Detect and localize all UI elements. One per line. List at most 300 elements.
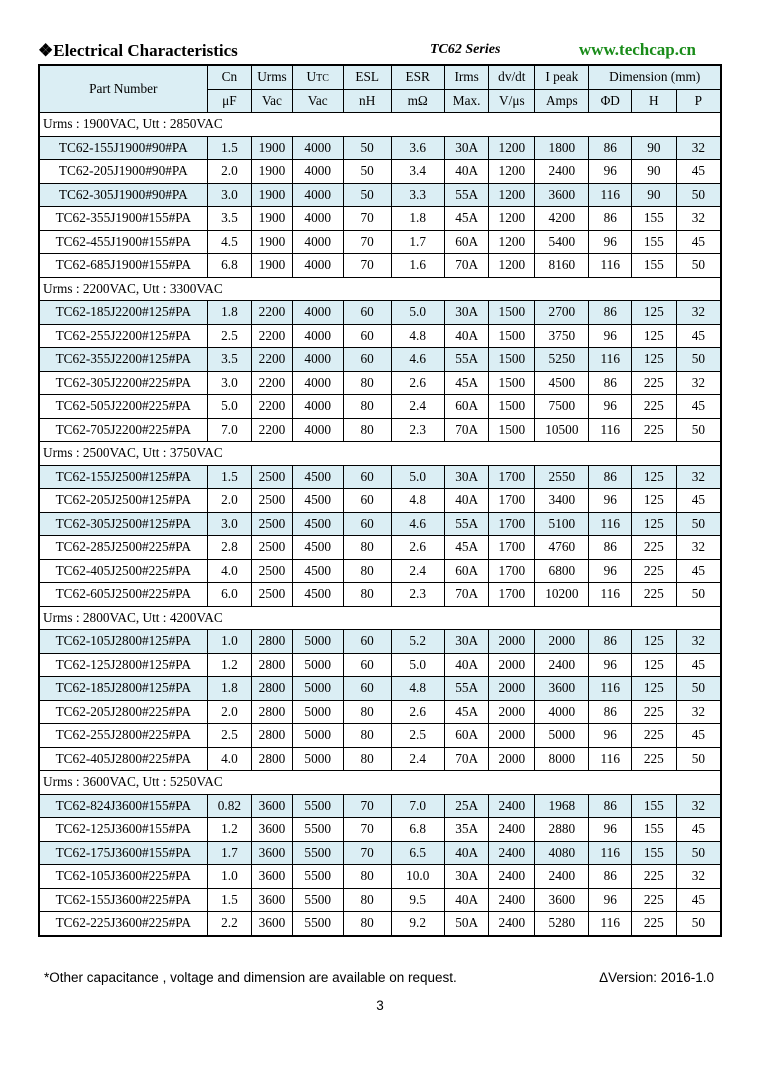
value-cell: 1900 (252, 254, 292, 278)
utc-header (292, 65, 343, 89)
value-cell: 40A (444, 324, 489, 348)
value-cell: 50 (676, 677, 721, 701)
value-cell: 60A (444, 395, 489, 419)
value-cell: 50 (676, 747, 721, 771)
part-number-cell: TC62-355J2200#125#PA (39, 348, 207, 372)
value-cell: 45 (676, 324, 721, 348)
value-cell: 4000 (292, 301, 343, 325)
table-row (39, 888, 721, 912)
electrical-characteristics-table (38, 64, 722, 937)
value-cell: 86 (589, 301, 632, 325)
value-cell: 1700 (489, 559, 535, 583)
part-number-cell: TC62-155J1900#90#PA (39, 136, 207, 160)
value-cell: 125 (632, 489, 677, 513)
value-cell: 125 (632, 630, 677, 654)
value-cell: 116 (589, 841, 632, 865)
value-cell: 45 (676, 489, 721, 513)
unit-cell: nH (343, 89, 391, 113)
value-cell: 2000 (489, 700, 535, 724)
value-cell: 5100 (535, 512, 589, 536)
value-cell: 40A (444, 653, 489, 677)
value-cell: 60 (343, 512, 391, 536)
value-cell: 1200 (489, 160, 535, 184)
value-cell: 2.0 (207, 700, 252, 724)
value-cell: 60A (444, 724, 489, 748)
value-cell: 30A (444, 465, 489, 489)
value-cell: 32 (676, 794, 721, 818)
value-cell: 225 (632, 747, 677, 771)
value-cell: 116 (589, 912, 632, 936)
value-cell: 116 (589, 747, 632, 771)
part-number-cell: TC62-255J2800#225#PA (39, 724, 207, 748)
value-cell: 96 (589, 230, 632, 254)
esl-header: ESL (343, 65, 391, 89)
value-cell: 5500 (292, 818, 343, 842)
value-cell: 70A (444, 254, 489, 278)
value-cell: 50A (444, 912, 489, 936)
table-row (39, 230, 721, 254)
table-row (39, 207, 721, 231)
value-cell: 3.4 (391, 160, 444, 184)
value-cell: 5500 (292, 865, 343, 889)
value-cell: 4500 (292, 559, 343, 583)
unit-cell: Vac (252, 89, 292, 113)
value-cell: 225 (632, 865, 677, 889)
unit-cell: Amps (535, 89, 589, 113)
value-cell: 155 (632, 230, 677, 254)
value-cell: 4500 (535, 371, 589, 395)
unit-cell: H (632, 89, 677, 113)
value-cell: 2.4 (391, 559, 444, 583)
website-url: www.techcap.cn (578, 40, 696, 59)
value-cell: 5.0 (207, 395, 252, 419)
value-cell: 2.6 (391, 371, 444, 395)
value-cell: 155 (632, 841, 677, 865)
value-cell: 32 (676, 536, 721, 560)
value-cell: 2.4 (391, 395, 444, 419)
value-cell: 125 (632, 512, 677, 536)
group-label: Urms : 2800VAC, Utt : 4200VAC (39, 606, 721, 630)
section-title: ❖Electrical Characteristics (38, 41, 238, 60)
value-cell: 4.5 (207, 230, 252, 254)
value-cell: 2000 (489, 653, 535, 677)
value-cell: 4000 (292, 348, 343, 372)
part-number-cell: TC62-105J2800#125#PA (39, 630, 207, 654)
value-cell: 50 (343, 160, 391, 184)
value-cell: 2.8 (207, 536, 252, 560)
value-cell: 1700 (489, 512, 535, 536)
value-cell: 2200 (252, 301, 292, 325)
value-cell: 45 (676, 160, 721, 184)
part-number-cell: TC62-824J3600#155#PA (39, 794, 207, 818)
value-cell: 2700 (535, 301, 589, 325)
value-cell: 125 (632, 677, 677, 701)
value-cell: 4500 (292, 465, 343, 489)
value-cell: 225 (632, 912, 677, 936)
value-cell: 4000 (292, 371, 343, 395)
value-cell: 1.5 (207, 136, 252, 160)
page-number: 3 (376, 998, 384, 1013)
unit-cell: V/μs (489, 89, 535, 113)
value-cell: 32 (676, 301, 721, 325)
part-number-cell: TC62-185J2800#125#PA (39, 677, 207, 701)
value-cell: 86 (589, 207, 632, 231)
value-cell: 86 (589, 794, 632, 818)
value-cell: 1500 (489, 348, 535, 372)
value-cell: 2000 (489, 747, 535, 771)
group-label: Urms : 2200VAC, Utt : 3300VAC (39, 277, 721, 301)
value-cell: 116 (589, 183, 632, 207)
table-row (39, 465, 721, 489)
value-cell: 4500 (292, 583, 343, 607)
table-row (39, 301, 721, 325)
value-cell: 1700 (489, 536, 535, 560)
part-number-cell: TC62-225J3600#225#PA (39, 912, 207, 936)
value-cell: 2.6 (391, 536, 444, 560)
value-cell: 45 (676, 230, 721, 254)
value-cell: 1200 (489, 254, 535, 278)
value-cell: 60 (343, 630, 391, 654)
table-row (39, 630, 721, 654)
part-number-cell: TC62-705J2200#225#PA (39, 418, 207, 442)
table-row (39, 724, 721, 748)
value-cell: 3600 (252, 818, 292, 842)
value-cell: 1.5 (207, 465, 252, 489)
value-cell: 116 (589, 418, 632, 442)
value-cell: 3600 (535, 183, 589, 207)
value-cell: 55A (444, 677, 489, 701)
value-cell: 60 (343, 677, 391, 701)
value-cell: 2200 (252, 395, 292, 419)
value-cell: 6800 (535, 559, 589, 583)
table-row (39, 418, 721, 442)
value-cell: 96 (589, 888, 632, 912)
value-cell: 2400 (535, 653, 589, 677)
value-cell: 86 (589, 371, 632, 395)
group-row (39, 277, 721, 301)
unit-cell: μF (207, 89, 252, 113)
value-cell: 1900 (252, 160, 292, 184)
value-cell: 1.8 (207, 677, 252, 701)
value-cell: 5.0 (391, 465, 444, 489)
part-number-cell: TC62-355J1900#155#PA (39, 207, 207, 231)
value-cell: 40A (444, 888, 489, 912)
value-cell: 86 (589, 700, 632, 724)
table-row (39, 536, 721, 560)
value-cell: 50 (676, 418, 721, 442)
value-cell: 30A (444, 301, 489, 325)
value-cell: 45A (444, 207, 489, 231)
value-cell: 2400 (489, 912, 535, 936)
group-row (39, 442, 721, 466)
value-cell: 2200 (252, 371, 292, 395)
value-cell: 3400 (535, 489, 589, 513)
value-cell: 125 (632, 324, 677, 348)
utc-header-sub: TC (316, 73, 329, 85)
value-cell: 4.0 (207, 559, 252, 583)
value-cell: 1500 (489, 324, 535, 348)
value-cell: 1.0 (207, 865, 252, 889)
value-cell: 225 (632, 559, 677, 583)
value-cell: 225 (632, 418, 677, 442)
value-cell: 70 (343, 841, 391, 865)
value-cell: 125 (632, 465, 677, 489)
table-row (39, 818, 721, 842)
value-cell: 10200 (535, 583, 589, 607)
value-cell: 90 (632, 136, 677, 160)
value-cell: 80 (343, 724, 391, 748)
part-number-cell: TC62-255J2200#125#PA (39, 324, 207, 348)
value-cell: 1500 (489, 301, 535, 325)
value-cell: 4.6 (391, 512, 444, 536)
value-cell: 4200 (535, 207, 589, 231)
value-cell: 2880 (535, 818, 589, 842)
part-number-cell: TC62-185J2200#125#PA (39, 301, 207, 325)
value-cell: 1900 (252, 230, 292, 254)
value-cell: 70 (343, 794, 391, 818)
value-cell: 2.2 (207, 912, 252, 936)
cn-header: Cn (207, 65, 252, 89)
part-number-cell: TC62-505J2200#225#PA (39, 395, 207, 419)
part-number-cell: TC62-205J1900#90#PA (39, 160, 207, 184)
value-cell: 1500 (489, 395, 535, 419)
value-cell: 86 (589, 465, 632, 489)
value-cell: 8160 (535, 254, 589, 278)
value-cell: 80 (343, 395, 391, 419)
value-cell: 80 (343, 418, 391, 442)
value-cell: 5000 (292, 724, 343, 748)
value-cell: 86 (589, 865, 632, 889)
value-cell: 2800 (252, 747, 292, 771)
value-cell: 3600 (252, 888, 292, 912)
table-row (39, 700, 721, 724)
value-cell: 2.6 (391, 700, 444, 724)
irms-header: Irms (444, 65, 489, 89)
value-cell: 1.6 (391, 254, 444, 278)
value-cell: 60 (343, 301, 391, 325)
value-cell: 96 (589, 559, 632, 583)
table-row (39, 136, 721, 160)
value-cell: 1500 (489, 371, 535, 395)
value-cell: 32 (676, 700, 721, 724)
urms-header: Urms (252, 65, 292, 89)
value-cell: 4000 (292, 136, 343, 160)
value-cell: 5000 (292, 700, 343, 724)
value-cell: 4.8 (391, 324, 444, 348)
value-cell: 225 (632, 371, 677, 395)
value-cell: 9.5 (391, 888, 444, 912)
value-cell: 45 (676, 559, 721, 583)
unit-cell: P (676, 89, 721, 113)
value-cell: 1200 (489, 230, 535, 254)
table-row (39, 865, 721, 889)
value-cell: 116 (589, 583, 632, 607)
value-cell: 60 (343, 653, 391, 677)
value-cell: 3600 (535, 888, 589, 912)
value-cell: 2800 (252, 700, 292, 724)
value-cell: 5250 (535, 348, 589, 372)
value-cell: 4000 (292, 324, 343, 348)
value-cell: 2200 (252, 324, 292, 348)
value-cell: 225 (632, 700, 677, 724)
value-cell: 2.0 (207, 160, 252, 184)
value-cell: 5500 (292, 888, 343, 912)
value-cell: 40A (444, 489, 489, 513)
value-cell: 80 (343, 559, 391, 583)
value-cell: 4000 (292, 183, 343, 207)
value-cell: 45A (444, 700, 489, 724)
value-cell: 45 (676, 888, 721, 912)
part-number-cell: TC62-155J2500#125#PA (39, 465, 207, 489)
value-cell: 116 (589, 254, 632, 278)
value-cell: 6.8 (207, 254, 252, 278)
value-cell: 5000 (535, 724, 589, 748)
value-cell: 4500 (292, 536, 343, 560)
value-cell: 96 (589, 489, 632, 513)
value-cell: 70 (343, 818, 391, 842)
table-row (39, 583, 721, 607)
value-cell: 1700 (489, 583, 535, 607)
value-cell: 4000 (292, 254, 343, 278)
value-cell: 2800 (252, 677, 292, 701)
value-cell: 3600 (252, 794, 292, 818)
value-cell: 2400 (535, 865, 589, 889)
value-cell: 55A (444, 183, 489, 207)
value-cell: 5500 (292, 841, 343, 865)
part-number-header: Part Number (39, 65, 207, 113)
part-number-cell: TC62-125J2800#125#PA (39, 653, 207, 677)
value-cell: 2.5 (391, 724, 444, 748)
value-cell: 30A (444, 865, 489, 889)
value-cell: 55A (444, 348, 489, 372)
value-cell: 6.0 (207, 583, 252, 607)
value-cell: 2800 (252, 630, 292, 654)
value-cell: 60A (444, 559, 489, 583)
value-cell: 2000 (489, 630, 535, 654)
group-row (39, 771, 721, 795)
value-cell: 4.0 (207, 747, 252, 771)
value-cell: 86 (589, 136, 632, 160)
part-number-cell: TC62-125J3600#155#PA (39, 818, 207, 842)
value-cell: 80 (343, 865, 391, 889)
value-cell: 96 (589, 395, 632, 419)
value-cell: 155 (632, 254, 677, 278)
value-cell: 40A (444, 841, 489, 865)
value-cell: 32 (676, 465, 721, 489)
unit-cell: Max. (444, 89, 489, 113)
value-cell: 4000 (292, 395, 343, 419)
utc-header-main: U (306, 69, 317, 85)
value-cell: 2400 (489, 888, 535, 912)
value-cell: 45 (676, 395, 721, 419)
dvdt-header: dv/dt (489, 65, 535, 89)
value-cell: 5000 (292, 653, 343, 677)
value-cell: 30A (444, 136, 489, 160)
table-row (39, 324, 721, 348)
value-cell: 70A (444, 747, 489, 771)
value-cell: 32 (676, 207, 721, 231)
value-cell: 1968 (535, 794, 589, 818)
part-number-cell: TC62-455J1900#155#PA (39, 230, 207, 254)
group-row (39, 606, 721, 630)
value-cell: 225 (632, 536, 677, 560)
value-cell: 7500 (535, 395, 589, 419)
value-cell: 5000 (292, 630, 343, 654)
value-cell: 45 (676, 818, 721, 842)
table-row (39, 489, 721, 513)
value-cell: 40A (444, 160, 489, 184)
value-cell: 50 (676, 348, 721, 372)
value-cell: 50 (676, 512, 721, 536)
value-cell: 1900 (252, 207, 292, 231)
table-row (39, 395, 721, 419)
value-cell: 70 (343, 254, 391, 278)
value-cell: 1700 (489, 489, 535, 513)
value-cell: 4000 (292, 230, 343, 254)
value-cell: 225 (632, 724, 677, 748)
footer-note: *Other capacitance , voltage and dimension are available on request. (44, 970, 457, 985)
value-cell: 1.2 (207, 818, 252, 842)
value-cell: 225 (632, 888, 677, 912)
value-cell: 2500 (252, 559, 292, 583)
part-number-cell: TC62-205J2500#125#PA (39, 489, 207, 513)
header-row-top (39, 65, 721, 89)
part-number-cell: TC62-685J1900#155#PA (39, 254, 207, 278)
value-cell: 116 (589, 677, 632, 701)
group-row (39, 113, 721, 137)
value-cell: 3.3 (391, 183, 444, 207)
value-cell: 50 (676, 912, 721, 936)
value-cell: 32 (676, 630, 721, 654)
value-cell: 3.0 (207, 512, 252, 536)
value-cell: 50 (676, 841, 721, 865)
part-number-cell: TC62-605J2500#225#PA (39, 583, 207, 607)
value-cell: 86 (589, 630, 632, 654)
value-cell: 6.5 (391, 841, 444, 865)
value-cell: 10500 (535, 418, 589, 442)
value-cell: 10.0 (391, 865, 444, 889)
value-cell: 125 (632, 653, 677, 677)
value-cell: 45 (676, 653, 721, 677)
value-cell: 2000 (535, 630, 589, 654)
value-cell: 3.6 (391, 136, 444, 160)
value-cell: 8000 (535, 747, 589, 771)
value-cell: 80 (343, 888, 391, 912)
table-row (39, 160, 721, 184)
value-cell: 70 (343, 207, 391, 231)
value-cell: 5.2 (391, 630, 444, 654)
part-number-cell: TC62-305J2500#125#PA (39, 512, 207, 536)
value-cell: 3.5 (207, 348, 252, 372)
value-cell: 3600 (252, 841, 292, 865)
value-cell: 155 (632, 818, 677, 842)
value-cell: 80 (343, 371, 391, 395)
value-cell: 5280 (535, 912, 589, 936)
value-cell: 1900 (252, 136, 292, 160)
value-cell: 2550 (535, 465, 589, 489)
unit-cell: mΩ (391, 89, 444, 113)
value-cell: 3600 (252, 865, 292, 889)
table-row (39, 254, 721, 278)
value-cell: 80 (343, 700, 391, 724)
group-label: Urms : 3600VAC, Utt : 5250VAC (39, 771, 721, 795)
value-cell: 1700 (489, 465, 535, 489)
value-cell: 60A (444, 230, 489, 254)
value-cell: 7.0 (391, 794, 444, 818)
value-cell: 1.8 (391, 207, 444, 231)
value-cell: 45A (444, 536, 489, 560)
esr-header: ESR (391, 65, 444, 89)
